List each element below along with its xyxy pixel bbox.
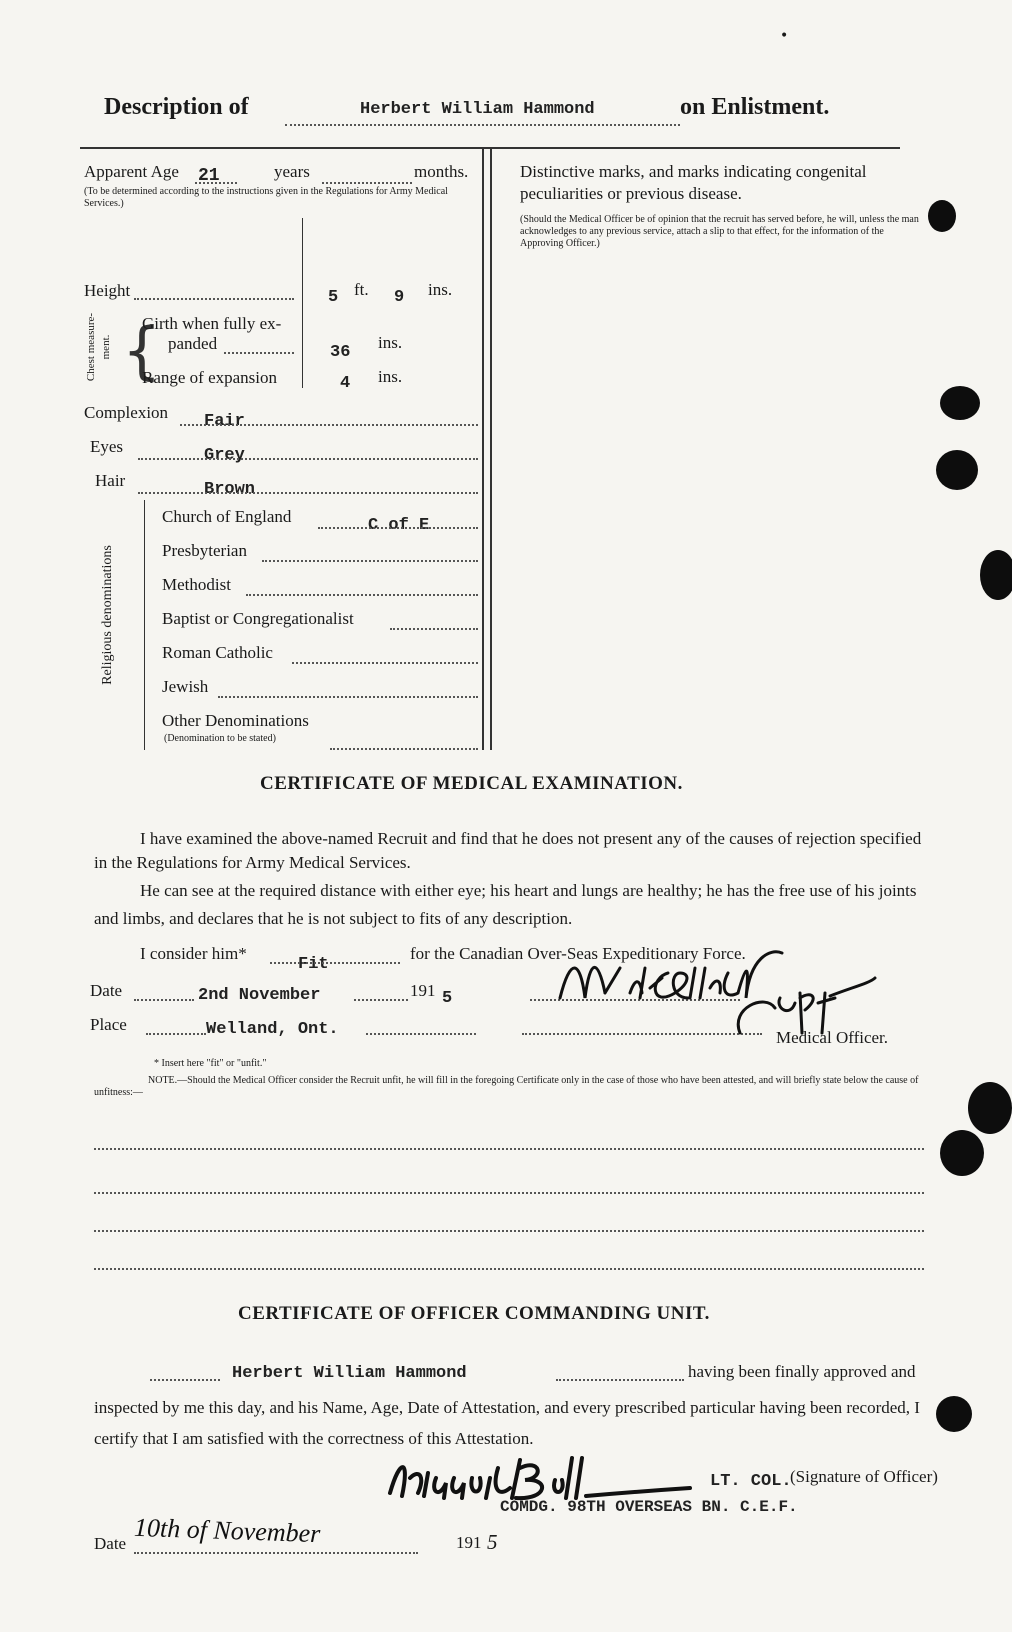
girth-dots bbox=[224, 352, 294, 354]
commanding-title: CERTIFICATE OF OFFICER COMMANDING UNIT. bbox=[238, 1303, 710, 1324]
eyes-label: Eyes bbox=[90, 437, 124, 456]
header-name: Herbert William Hammond bbox=[360, 100, 595, 119]
church-dots bbox=[318, 527, 478, 529]
hair-dots bbox=[138, 492, 478, 494]
measure-divider bbox=[302, 218, 303, 388]
chest-brace: { bbox=[122, 314, 162, 387]
girth-label-2: panded bbox=[168, 334, 218, 353]
other-dots bbox=[330, 748, 478, 750]
medical-officer-signature bbox=[550, 938, 880, 1038]
punch-hole-7 bbox=[936, 1396, 972, 1432]
height-dots bbox=[134, 298, 294, 300]
months-label: months. bbox=[414, 162, 469, 181]
place-dots-a bbox=[146, 1033, 206, 1035]
co-date-dots bbox=[134, 1552, 418, 1554]
date-value: 2nd November bbox=[198, 986, 321, 1005]
jewish-label: Jewish bbox=[162, 677, 209, 696]
punch-hole-3 bbox=[936, 450, 978, 490]
hair-label: Hair bbox=[95, 471, 126, 490]
other-label: Other Denominations bbox=[162, 711, 309, 730]
years-label: years bbox=[274, 162, 310, 181]
date-dots-a bbox=[134, 999, 194, 1001]
co-date-label: Date bbox=[94, 1534, 127, 1553]
date-label: Date bbox=[90, 981, 123, 1000]
church-value: C of E bbox=[368, 516, 430, 535]
marks-label-1: Distinctive marks, and marks indicating congenital bbox=[520, 162, 867, 181]
header-dotted-line bbox=[285, 124, 680, 126]
medical-para-2: He can see at the required distance with either eye; his heart and lungs are healthy; he has the free use of his joints and limbs, and declares that he is not subject to fits of any description. bbox=[94, 881, 917, 928]
header-prefix: Description of bbox=[104, 94, 249, 120]
co-para-rest: inspected by me this day, and his Name, Age, Date of Attestation, and every prescribed particular having been recorded, I certify that I am satisfied with the correctness of this Attestation. bbox=[94, 1398, 920, 1448]
ft-label: ft. bbox=[354, 280, 369, 299]
medical-title: CERTIFICATE OF MEDICAL EXAMINATION. bbox=[260, 773, 683, 794]
other-note: (Denomination to be stated) bbox=[164, 733, 276, 744]
unfit-line-3 bbox=[94, 1230, 924, 1232]
height-ft-value: 5 bbox=[328, 288, 339, 307]
co-name-dots-b bbox=[556, 1379, 684, 1381]
church-label: Church of England bbox=[162, 507, 292, 526]
punch-hole-1 bbox=[928, 200, 956, 232]
girth-unit: ins. bbox=[378, 333, 403, 352]
catholic-dots bbox=[292, 662, 478, 664]
range-value: 4 bbox=[340, 374, 351, 393]
height-in-value: 9 bbox=[394, 288, 405, 307]
co-signature-label: (Signature of Officer) bbox=[790, 1467, 938, 1486]
ins-label: ins. bbox=[428, 280, 453, 299]
insert-note: * Insert here "fit" or "unfit." bbox=[154, 1058, 267, 1069]
methodist-label: Methodist bbox=[162, 575, 231, 594]
religion-side-label: Religious denominations bbox=[100, 545, 115, 685]
punch-hole-4 bbox=[980, 550, 1012, 600]
girth-label-1: Girth when fully ex- bbox=[142, 314, 282, 333]
header-suffix: on Enlistment. bbox=[680, 94, 830, 120]
consider-label: I consider him* bbox=[140, 944, 247, 963]
co-year-digit: 5 bbox=[487, 1530, 498, 1554]
medical-officer-label: Medical Officer. bbox=[776, 1028, 889, 1047]
marks-label-2: peculiarities or previous disease. bbox=[520, 184, 742, 203]
punch-hole-2 bbox=[940, 386, 980, 420]
range-label: Range of expansion bbox=[142, 368, 278, 387]
hair-value: Brown bbox=[204, 480, 256, 499]
jewish-dots bbox=[218, 696, 478, 698]
baptist-dots bbox=[390, 628, 478, 630]
column-divider-right bbox=[490, 147, 492, 750]
age-value: 21 bbox=[198, 166, 220, 186]
unit-stamp: COMDG. 98TH OVERSEAS BN. C.E.F. bbox=[500, 1498, 798, 1516]
complexion-label: Complexion bbox=[84, 403, 169, 422]
unfit-line-2 bbox=[94, 1192, 924, 1194]
co-date-value: 10th of November bbox=[133, 1512, 321, 1549]
chest-side-label: Chest measure-ment. bbox=[85, 312, 112, 382]
range-unit: ins. bbox=[378, 367, 403, 386]
marks-note: (Should the Medical Officer be of opinion that the recruit has served before, he will, unless the man acknowledges to any previous service, attach a slip to that effect, for the information of the Approving Officer.) bbox=[520, 214, 919, 249]
medical-para-1: I have examined the above-named Recruit and find that he does not present any of the causes of rejection specified in the Regulations for Army Medical Services. bbox=[94, 829, 922, 872]
place-dots-b bbox=[366, 1033, 476, 1035]
months-dots bbox=[322, 182, 412, 184]
date-year-prefix: 191 bbox=[410, 981, 436, 1000]
girth-value: 36 bbox=[330, 343, 351, 362]
presbyterian-label: Presbyterian bbox=[162, 541, 247, 560]
corner-mark: • bbox=[780, 28, 789, 44]
baptist-label: Baptist or Congregationalist bbox=[162, 609, 354, 628]
catholic-label: Roman Catholic bbox=[162, 643, 273, 662]
complexion-dots bbox=[180, 424, 478, 426]
consider-value: Fit bbox=[298, 955, 329, 974]
eyes-value: Grey bbox=[204, 446, 245, 465]
complexion-value: Fair bbox=[204, 412, 245, 431]
methodist-dots bbox=[246, 594, 478, 596]
age-label: Apparent Age bbox=[84, 162, 179, 181]
age-note: (To be determined according to the instructions given in the Regulations for Army Medical Services.) bbox=[84, 186, 448, 209]
place-label: Place bbox=[90, 1015, 127, 1034]
date-year-digit: 5 bbox=[442, 989, 453, 1008]
religion-bracket bbox=[144, 500, 145, 750]
punch-hole-5 bbox=[968, 1082, 1012, 1134]
punch-hole-6 bbox=[940, 1130, 984, 1176]
force-label-text: for the Canadian Over-Seas Expeditionary Force. bbox=[410, 944, 746, 963]
co-name-value: Herbert William Hammond bbox=[232, 1364, 467, 1383]
consider-dots bbox=[270, 962, 400, 964]
unfit-line-4 bbox=[94, 1268, 924, 1270]
rank-stamp: LT. COL. bbox=[710, 1472, 792, 1491]
unfit-line-1 bbox=[94, 1148, 924, 1150]
co-year-prefix: 191 bbox=[456, 1533, 482, 1552]
unfit-note: NOTE.—Should the Medical Officer consider the Recruit unfit, he will fill in the foregoing Certificate only in the case of those who have been attested, and will briefly state below the cause of unfitness:— bbox=[94, 1075, 919, 1098]
presbyterian-dots bbox=[262, 560, 478, 562]
age-dots bbox=[195, 182, 237, 184]
column-divider-left bbox=[482, 147, 484, 750]
co-para-start: having been finally approved and bbox=[688, 1362, 916, 1381]
date-dots-b bbox=[354, 999, 408, 1001]
co-name-dots-a bbox=[150, 1379, 220, 1381]
height-label: Height bbox=[84, 281, 131, 300]
place-value: Welland, Ont. bbox=[206, 1020, 339, 1039]
eyes-dots bbox=[138, 458, 478, 460]
